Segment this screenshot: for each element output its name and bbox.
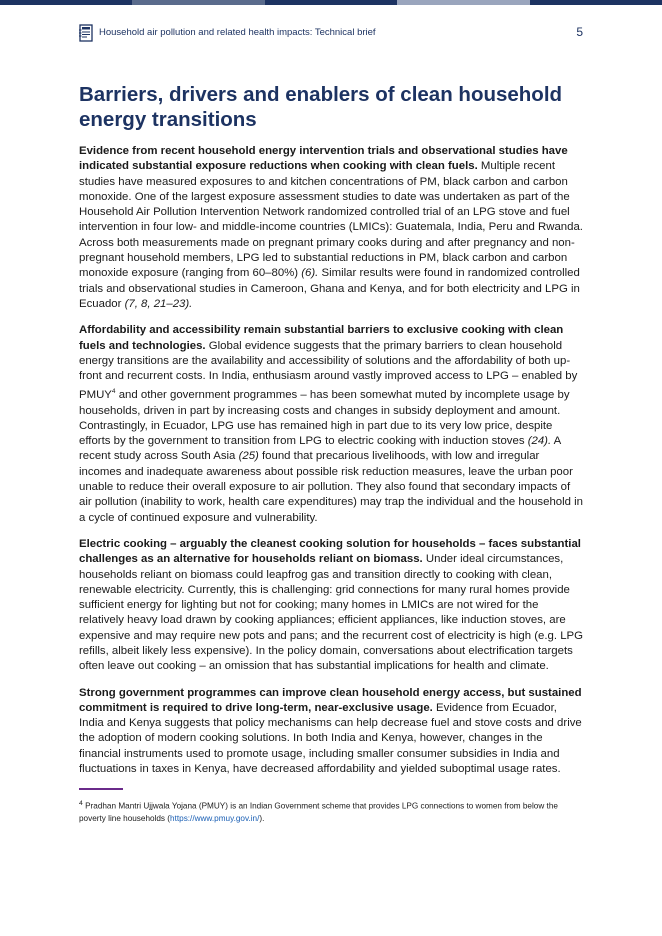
page-header [79,24,583,44]
top-bar-segment [0,0,132,5]
paragraph-lead: Evidence from recent household energy intervention trials and observational studies have indicated substantial exposure reductions when cooking with clean fuels. [79,145,568,173]
paragraph-text: found that precarious livelihoods, with low and irregular incomes and inadequate awareness about possible risk reduction measures, leave the urban poor unable to reduce their overall exposure to air pollution. They also found that secondary impacts of air pollution (inability to work, health care expenditures) may trap the individual and the household in a cycle of continued exposure and vulnerability. [79,450,584,524]
paragraph-lead: Affordability and accessibility remain substantial barriers to exclusive cooking with clean fuels and technologies. [79,324,564,352]
citation: (7, 8, 21–23). [124,297,193,310]
body-paragraph [79,537,583,675]
paragraph-text: and other government programmes – has been somewhat muted by incomplete usage by households, driven in part by increasing costs and changes in subsidy deployment and amount. Contrastingly, in Ecuador, LPG use has remained high in part due to its very low price, despite efforts by the government to transition from LPG to electric cooking with induction stoves [79,389,570,448]
body-paragraph [79,686,583,778]
footnote [79,798,583,824]
top-color-bar [0,0,662,5]
header-title: Household air pollution and related health impacts: Technical brief [99,27,376,38]
paragraph-text: Under ideal circumstances, households reliant on biomass could leapfrog gas and transition directly to cooking with clean, renewable electricity. Currently, this is challenging: grid connections for many rural homes provide sufficient energy for lighting but not for cooking; many homes in LMICs are not wired for the relatively heavy load drawn by cooking appliances; efficient appliances, like induction stoves, are expensive and may require new pots and pans; and the recurrent cost of electricity is high (e.g. LPG refills, albeit likely less expensive). In the policy domain, conversations about electrification targets often leave out cooking – an omission that has substantial implications for health and climate. [79,553,583,673]
document-icon [79,24,93,42]
footnote-marker: 4 [79,800,83,808]
top-bar-segment [397,0,529,5]
paragraph-lead: Strong government programmes can improve clean household energy access, but sustained commitment is required to drive long-term, near-exclusive usage. [79,686,582,714]
paragraph-text: Similar results were found in randomized controlled trials and observational studies in Cameroon, Ghana and Kenya, and for both electricity and LPG in Ecuador [79,267,580,310]
citation: (24). [527,435,552,448]
citation: (6). [301,267,319,280]
section-heading: Barriers, drivers and enablers of clean household energy transitions [79,83,563,131]
page-number: 5 [576,25,583,39]
paragraph-text: A recent study across South Asia [79,435,561,463]
footnote-end: ). [259,813,265,823]
paragraph-text: Multiple recent studies have measured exposures to and kitchen concentrations of PM, black carbon and carbon monoxide. One of the largest exposure assessment studies to date was undertaken as part of the Household Air Pollution Intervention Network randomized controlled trial of an LPG stove and fuel intervention in four low- and middle-income countries (LMICs): Guatemala, India, Peru and Rwanda. Across both measurements made on pregnant primary cooks during and after pregnancy and non-pregnant household members, LPG led to substantial reductions in PM, black carbon and carbon monoxide exposure (ranging from 60–80%) [79,160,583,280]
paragraph-text: Evidence from Ecuador, India and Kenya suggests that policy mechanisms can help decrease fuel and stove costs and drive the adoption of modern cooking solutions. In both India and Kenya, however, changes in the financial instruments used to promote usage, including smaller consumer subsidies in India and fluctuations in taxes in Kenya, have decreased affordability and yielded suboptimal usage rates. [79,701,582,776]
top-bar-segment [530,0,662,5]
body-paragraph [79,144,583,312]
citation: (25) [238,450,259,463]
footnote-text: Pradhan Mantri Ujjwala Yojana (PMUY) is an Indian Government scheme that provides LPG connections to women from below the poverty line households ( [79,802,558,823]
paragraph-text: Global evidence suggests that the primary barriers to clean household energy transitions are the availability and accessibility of solutions and the affordability of both up-front and recurrent costs. In India, enthusiasm around vastly improved access to LPG – enabled by PMUY [79,339,578,402]
top-bar-segment [132,0,264,5]
footnote-divider [79,788,123,790]
section-paragraphs [79,144,583,777]
main-content [79,82,583,824]
body-paragraph [79,323,583,526]
footnote-reference: 4 [111,388,116,396]
top-bar-segment [265,0,397,5]
footnote-link[interactable]: https://www.pmuy.gov.in/ [170,813,260,823]
paragraph-lead: Electric cooking – arguably the cleanest cooking solution for households – faces substantial challenges as an alternative for households reliant on biomass. [79,537,581,566]
